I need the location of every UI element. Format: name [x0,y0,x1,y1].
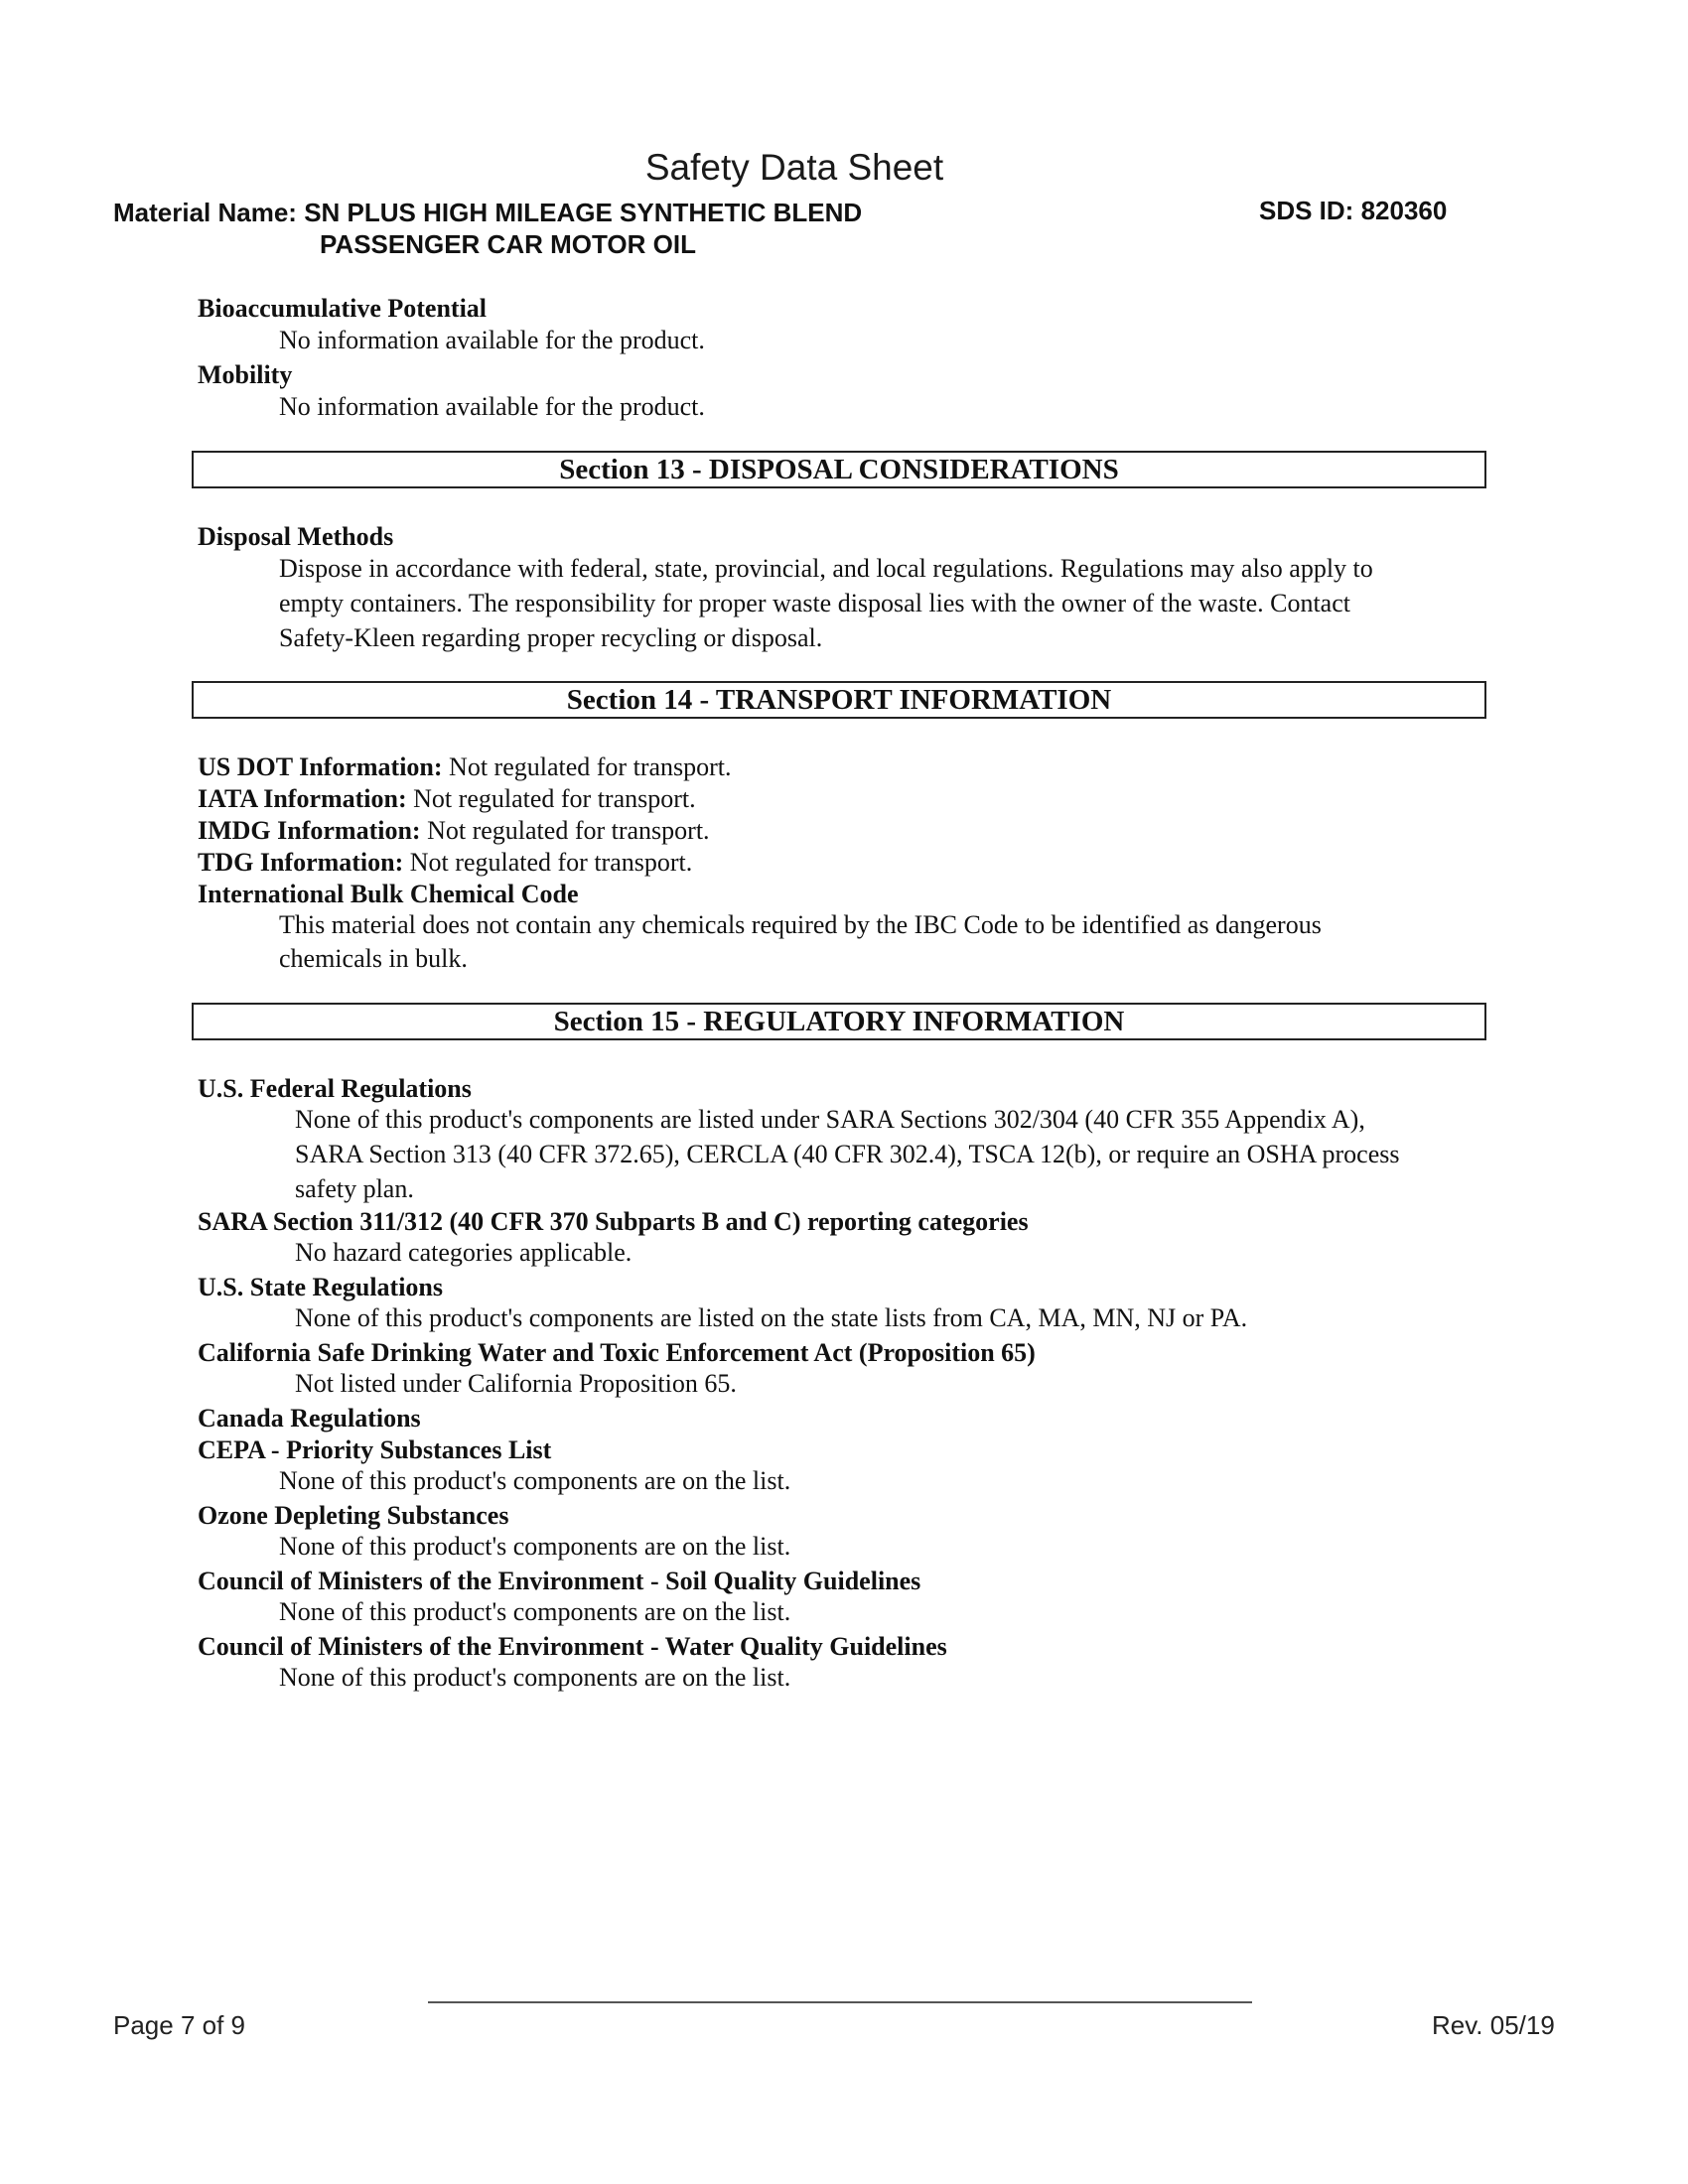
iata-row [198,784,696,814]
prop65-text: Not listed under California Proposition 65. [295,1369,737,1398]
ozone-heading: Ozone Depleting Substances [198,1501,509,1530]
water-quality-text: None of this product's components are on the list. [279,1663,791,1692]
section-15-header: Section 15 - REGULATORY INFORMATION [192,1003,1486,1040]
disposal-methods-heading: Disposal Methods [198,522,394,551]
section-14-header: Section 14 - TRANSPORT INFORMATION [192,681,1486,719]
prop65-heading: California Safe Drinking Water and Toxic Enforcement Act (Proposition 65) [198,1338,1036,1367]
ibc-heading: International Bulk Chemical Code [198,880,579,908]
page-number: Page 7 of 9 [113,2010,245,2040]
soil-quality-text: None of this product's components are on the list. [279,1597,791,1626]
bioaccumulative-heading: Bioaccumulative Potential [198,294,488,323]
iata-label: IATA Information: [198,784,407,813]
disposal-text-line: empty containers. The responsibility for proper waste disposal lies with the owner of the waste. Contact [279,589,1350,617]
sara-heading: SARA Section 311/312 (40 CFR 370 Subparts B and C) reporting categories [198,1207,1029,1236]
federal-text-line: None of this product's components are listed under SARA Sections 302/304 (40 CFR 355 Appendix A), [295,1105,1365,1134]
tdg-value: Not regulated for transport. [409,848,693,877]
imdg-value: Not regulated for transport. [427,816,710,845]
state-text: None of this product's components are listed on the state lists from CA, MA, MN, NJ or PA. [295,1303,1248,1332]
sds-id: SDS ID: 820360 [1259,196,1448,225]
soil-quality-heading: Council of Ministers of the Environment - Soil Quality Guidelines [198,1567,921,1595]
state-regulations-heading: U.S. State Regulations [198,1273,444,1301]
ibc-text-line: This material does not contain any chemicals required by the IBC Code to be identified as dangerous [279,910,1322,939]
federal-text-line: safety plan. [295,1174,414,1203]
sara-text: No hazard categories applicable. [295,1238,633,1267]
material-name-line1: SN PLUS HIGH MILEAGE SYNTHETIC BLEND [304,198,863,227]
disposal-text-line: Dispose in accordance with federal, state, provincial, and local regulations. Regulations may also apply to [279,554,1373,583]
document-title: Safety Data Sheet [644,147,944,188]
federal-text-line: SARA Section 313 (40 CFR 372.65), CERCLA (40 CFR 302.4), TSCA 12(b), or require an OSHA process [295,1140,1400,1168]
canada-regulations-heading: Canada Regulations [198,1404,421,1433]
mobility-text: No information available for the product. [279,392,705,421]
section-13-header: Section 13 - DISPOSAL CONSIDERATIONS [192,451,1486,488]
us-dot-row [198,752,732,782]
disposal-text-line: Safety-Kleen regarding proper recycling or disposal. [279,623,823,652]
revision-label: Rev. 05/19 [1432,2010,1555,2040]
footer-divider [428,2001,1252,2003]
us-dot-value: Not regulated for transport. [449,752,732,781]
mobility-heading: Mobility [198,360,293,389]
material-name [113,196,862,229]
material-name-line2: PASSENGER CAR MOTOR OIL [320,229,696,259]
bioaccumulative-text: No information available for the product. [279,326,705,354]
tdg-label: TDG Information: [198,848,404,877]
ozone-text: None of this product's components are on the list. [279,1532,791,1561]
iata-value: Not regulated for transport. [413,784,696,813]
tdg-row [198,848,692,878]
us-dot-label: US DOT Information: [198,752,443,781]
imdg-row [198,816,710,846]
ibc-text-line: chemicals in bulk. [279,944,468,973]
water-quality-heading: Council of Ministers of the Environment - Water Quality Guidelines [198,1632,947,1661]
federal-regulations-heading: U.S. Federal Regulations [198,1074,472,1103]
cepa-text: None of this product's components are on the list. [279,1466,791,1495]
material-label: Material Name: [113,198,297,227]
imdg-label: IMDG Information: [198,816,421,845]
cepa-heading: CEPA - Priority Substances List [198,1435,552,1464]
